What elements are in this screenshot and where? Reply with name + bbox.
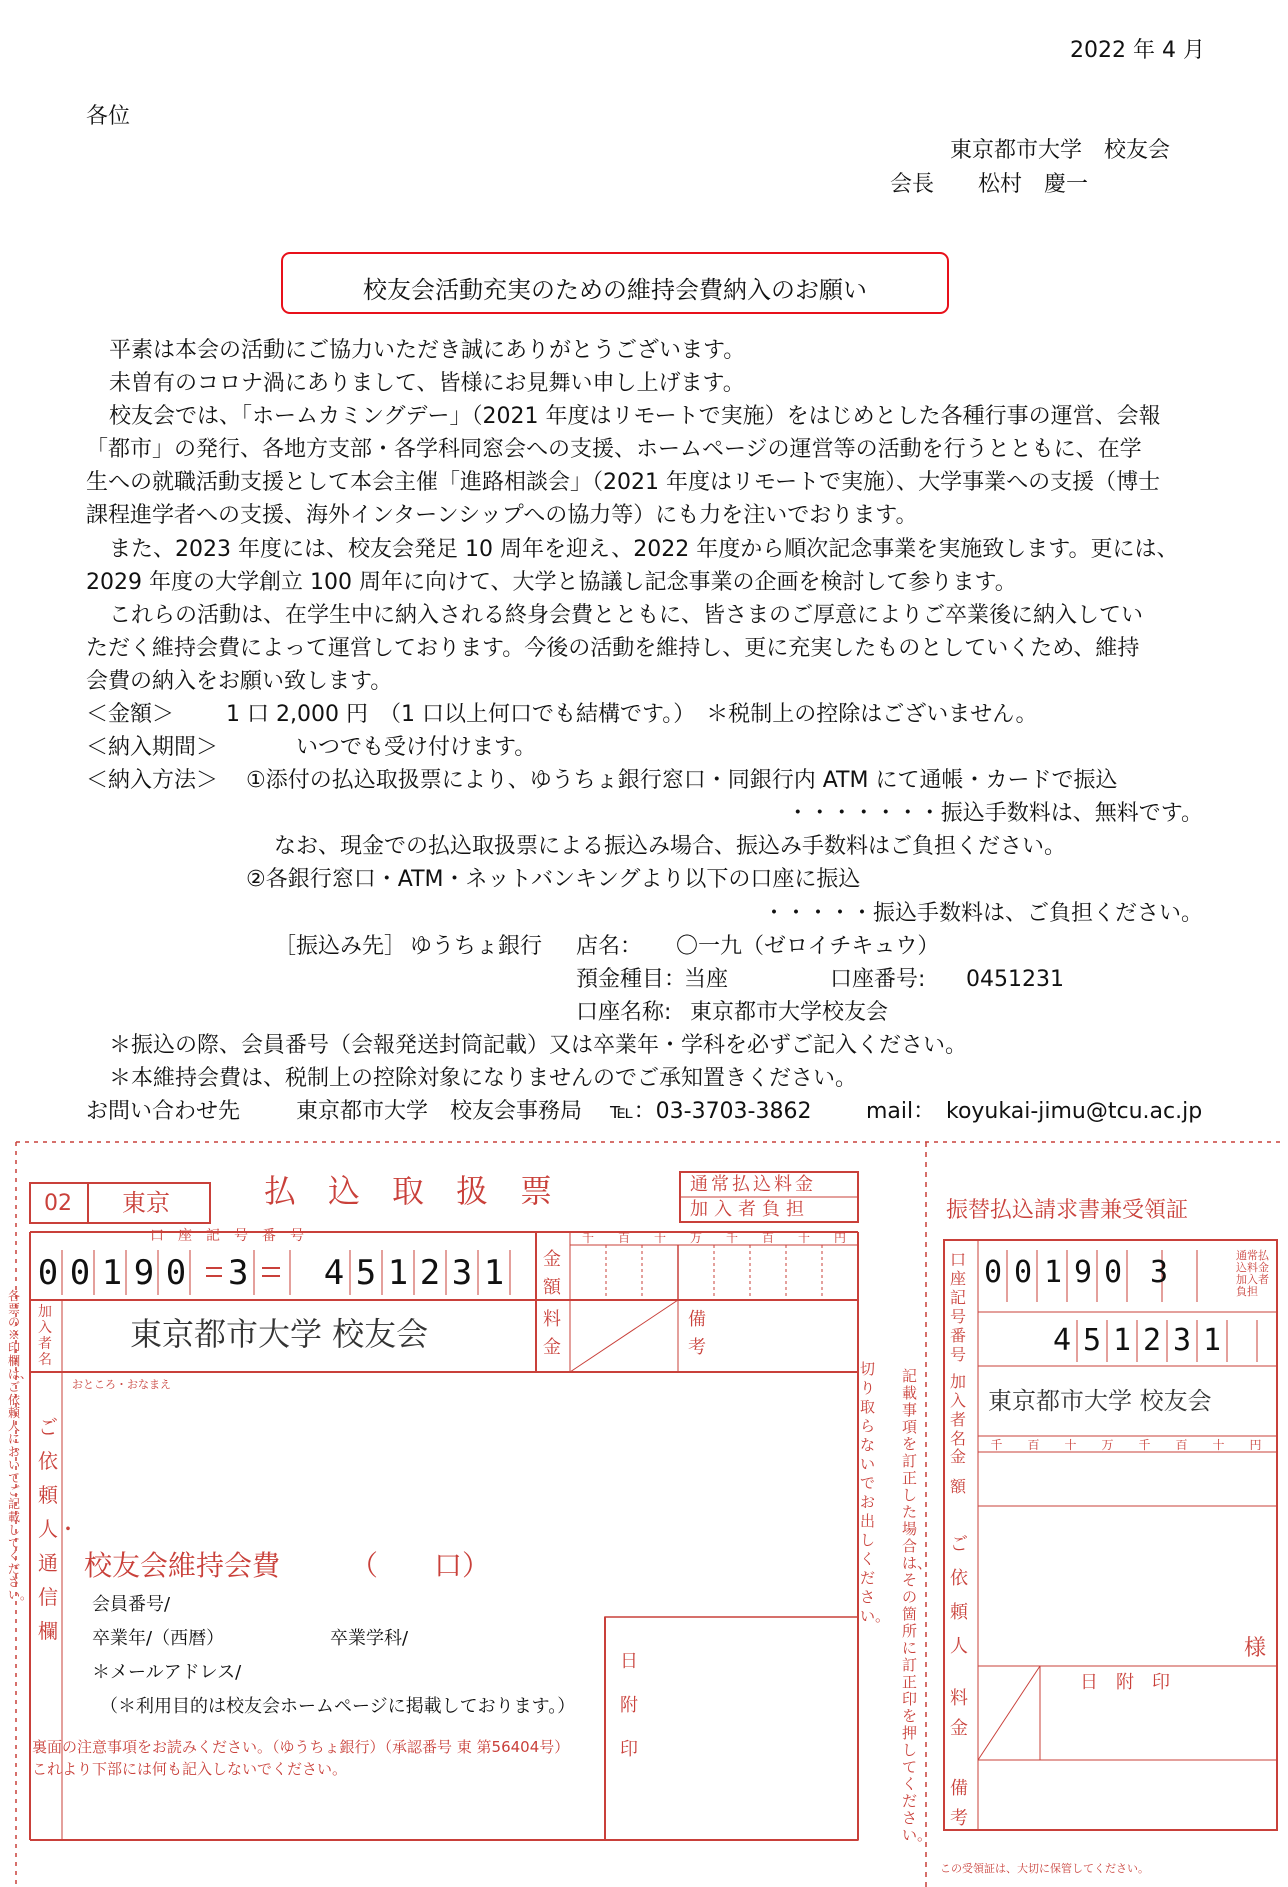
slip-account-left [32, 1253, 192, 1293]
branch-name: 〇一九（ゼロイチキュウ） [676, 934, 940, 959]
slip-account-header: 口 座 記 号 番 号 [150, 1228, 304, 1244]
unit: 百 [1175, 1438, 1188, 1452]
unit: 千 [1138, 1438, 1151, 1452]
slip-footer-2: これより下部には何も記入しないでください。 [32, 1760, 348, 1778]
contact-label: お問い合わせ先 [86, 1099, 241, 1124]
slip-remarks-label: 備考 [688, 1309, 706, 1358]
contact-org: 東京都市大学 校友会事務局 [296, 1099, 583, 1124]
transfer-label: ［振込み先］ [274, 934, 407, 959]
slip-fee-label: 料金 [543, 1309, 561, 1358]
acct-digit: 0 [983, 1255, 1003, 1290]
body-p3-2: 「都市」の発行、各地方支部・各学科同窓会への支援、ホームページの運営等の活動を行うとともに、在学 [86, 437, 1142, 462]
account-type-label: 預金種目： [576, 967, 687, 992]
body-p5-2: ただく維持会費によって運営しております。今後の活動を維持し、更に充実したものとしていくため、維持 [86, 636, 1140, 661]
acct-digit: 1 [387, 1253, 409, 1293]
account-number-label: 口座番号: [830, 967, 926, 992]
slip-grad-year: 卒業年/（西暦） [92, 1628, 225, 1649]
acct-digit: 0 [69, 1253, 91, 1293]
slip-purpose: 校友会維持会費 （ 口） [84, 1549, 491, 1582]
slip-requester-label: ご依頼人・通信欄 [38, 1415, 78, 1643]
slip-side-note: 各票の※印欄は、ご依頼人においてご記載してください。 [8, 1289, 33, 1602]
sender-name: 会長 松村 慶一 [890, 172, 1089, 197]
acct-digit: 5 [355, 1253, 377, 1293]
body-p5-1: これらの活動は、在学生中に納入される終身会費とともに、皆さまのご厚意によりご卒業後に納入してい [109, 603, 1144, 628]
slip-amount-label: 金額 [543, 1249, 561, 1298]
note-1: ＊振込の際、会員番号（会報発送封筒記載）又は卒業年・学科を必ずご記入ください。 [109, 1033, 968, 1058]
body-p3-3: 生への就職活動支援として本会主催「進路相談会」（2021 年度はリモートで実施）、大学事業への支援（博士 [86, 470, 1161, 495]
slip-grad-dept: 卒業学科/ [330, 1628, 409, 1649]
body-p4-1: また、2023 年度には、校友会発足 10 周年を迎え、2022 年度から順次記念事業を実施致します。更には、 [109, 537, 1179, 562]
unit: 万 [1101, 1438, 1114, 1452]
contact-mail: koyukai-jimu@tcu.ac.jp [946, 1099, 1203, 1124]
acct-digit: 2 [1142, 1323, 1162, 1358]
acct-digit: 0 [165, 1253, 187, 1293]
letter-title: 校友会活動充実のための維持会費納入のお願い [363, 276, 867, 304]
acct-digit: 2 [419, 1253, 441, 1293]
method-2-fee: ・・・・・振込手数料は、ご負担ください。 [762, 901, 1203, 926]
method-1-note: なお、現金での払込取扱票による振込み場合、振込み手数料はご負担ください。 [274, 834, 1067, 859]
letter-date: 2022 年 4 月 [1070, 38, 1205, 63]
receipt-account-top [978, 1254, 1168, 1292]
account-type: 当座 [684, 967, 729, 992]
body-p2: 未曽有のコロナ渦にありまして、皆様にお見舞い申し上げます。 [109, 371, 745, 396]
acct-digit: 9 [133, 1253, 155, 1293]
acct-digit: 0 [37, 1253, 59, 1293]
receipt-title: 振替払込請求書兼受領証 [946, 1198, 1189, 1223]
branch-label: 店名： [576, 934, 643, 959]
acct-digit: 1 [1043, 1255, 1063, 1290]
unit: 千 [581, 1231, 594, 1245]
acct-digit: 3 [1172, 1323, 1192, 1358]
slip-payee: 東京都市大学 校友会 [130, 1315, 429, 1353]
receipt-amount-label: 金額 [950, 1447, 967, 1496]
note-2: ＊本維持会費は、税制上の控除対象になりませんのでご承知置きください。 [109, 1066, 858, 1091]
contact-tel: ℡：03-3703-3862 [610, 1099, 812, 1124]
acct-digit: 1 [483, 1253, 505, 1293]
body-p3-4: 課程進学者への支援、海外インターンシップへの協力等）にも力を注いでおります。 [86, 503, 918, 528]
account-name-label: 口座名称: [576, 1000, 672, 1025]
receipt-account-bottom [1047, 1322, 1227, 1360]
unit: 十 [1064, 1438, 1077, 1452]
period-value: いつでも受け付けます。 [296, 735, 537, 760]
unit: 円 [833, 1231, 846, 1245]
unit: 十 [797, 1231, 810, 1245]
method-2: ②各銀行窓口・ATM・ネットバンキングより以下の口座に振込 [246, 867, 861, 892]
slip-footer-1: 裏面の注意事項をお読みください。（ゆうちょ銀行）（承認番号 東 第56404号） [32, 1738, 570, 1756]
acct-digit: 5 [1082, 1323, 1102, 1358]
slip-fee-note-2: 加入者負担 [690, 1199, 810, 1220]
body-p5-3: 会費の納入をお願い致します。 [86, 669, 393, 694]
period-label: ＜納入期間＞ [86, 735, 219, 760]
acct-digit: 0 [1103, 1255, 1123, 1290]
unit: 十 [1212, 1438, 1225, 1452]
account-number: 0451231 [966, 967, 1064, 992]
unit: 円 [1249, 1438, 1262, 1452]
slip-cut-note: 切り取らないでお出しください。 [860, 1360, 891, 1625]
slip-code: 02 [44, 1191, 72, 1216]
method-1: ①添付の払込取扱票により、ゆうちょ銀行窓口・同銀行内 ATM にて通帳・カードで振込 [246, 768, 1118, 793]
unit: 百 [1027, 1438, 1040, 1452]
slip-fee-note-1: 通常払込料金 [690, 1174, 816, 1195]
slip-address-label: おところ・おなまえ [72, 1378, 171, 1391]
receipt-fee-note: 通常払込料金加入者負担 [1236, 1249, 1269, 1298]
acct-digit: 3 [1149, 1255, 1168, 1290]
method-label: ＜納入方法＞ [86, 768, 219, 793]
body-p4-2: 2029 年度の大学創立 100 周年に向けて、大学と協議し記念事業の企画を検討して参ります。 [86, 570, 1017, 595]
unit: 百 [761, 1231, 774, 1245]
slip-date-stamp: 日附印 [620, 1651, 638, 1760]
receipt-digit-units [978, 1438, 1274, 1452]
slip-member-no: 会員番号/ [92, 1594, 171, 1615]
acct-digit: 4 [323, 1253, 345, 1293]
acct-digit: 4 [1052, 1323, 1072, 1358]
receipt-account-label: 口座記号番号 [950, 1250, 967, 1364]
slip-region: 東京 [122, 1189, 170, 1217]
acct-digit: 9 [1073, 1255, 1093, 1290]
unit: 万 [689, 1231, 702, 1245]
amount-value: 1 口 2,000 円 （1 口以上何口でも結構です。） ＊税制上の控除はございません。 [226, 702, 1038, 727]
acct-digit: 3 [451, 1253, 473, 1293]
receipt-payee-label: 加入者名 [950, 1372, 967, 1448]
acct-digit: 1 [101, 1253, 123, 1293]
unit: 千 [725, 1231, 738, 1245]
receipt-sama: 様 [1244, 1636, 1267, 1661]
unit: 百 [617, 1231, 630, 1245]
receipt-footer: この受領証は、大切に保管してください。 [940, 1862, 1149, 1875]
acct-digit: 1 [1202, 1323, 1222, 1358]
receipt-remarks-label: 備考 [950, 1778, 968, 1829]
receipt-fee-label: 料金 [950, 1688, 968, 1739]
slip-digit-units [570, 1231, 858, 1245]
method-1-fee: ・・・・・・・振込手数料は、無料です。 [786, 801, 1203, 826]
receipt-requester-label: ご依頼人 [950, 1534, 968, 1657]
slip-privacy: （＊利用目的は校友会ホームページに掲載しております。） [100, 1696, 576, 1717]
slip-title: 払 込 取 扱 票 [264, 1172, 553, 1210]
unit: 十 [653, 1231, 666, 1245]
mail-label: mail： [866, 1099, 936, 1124]
body-p1: 平素は本会の活動にご協力いただき誠にありがとうございます。 [109, 338, 746, 363]
sender-org: 東京都市大学 校友会 [950, 138, 1171, 163]
acct-digit: 0 [1013, 1255, 1033, 1290]
body-p3-1: 校友会では、「ホームカミングデー」（2021 年度はリモートで実施）をはじめとした各種行事の運営、会報 [109, 404, 1161, 429]
slip-payee-label: 加入者名 [38, 1304, 52, 1368]
unit: 千 [990, 1438, 1003, 1452]
slip-email: ＊メールアドレス/ [92, 1662, 242, 1683]
account-name: 東京都市大学校友会 [690, 1000, 889, 1025]
addressee: 各位 [86, 104, 131, 129]
slip-account-mid: 3 [228, 1253, 249, 1293]
amount-label: ＜金額＞ [86, 702, 175, 727]
bank-name: ゆうちょ銀行 [410, 934, 543, 959]
receipt-payee: 東京都市大学 校友会 [988, 1387, 1212, 1415]
slip-account-right [318, 1253, 510, 1293]
acct-digit: 1 [1112, 1323, 1132, 1358]
receipt-correction-note: 記載事項を訂正した場合は、その箇所に訂正印を押してください。 [902, 1367, 933, 1844]
receipt-stamp-label: 日 附 印 [1080, 1672, 1170, 1693]
